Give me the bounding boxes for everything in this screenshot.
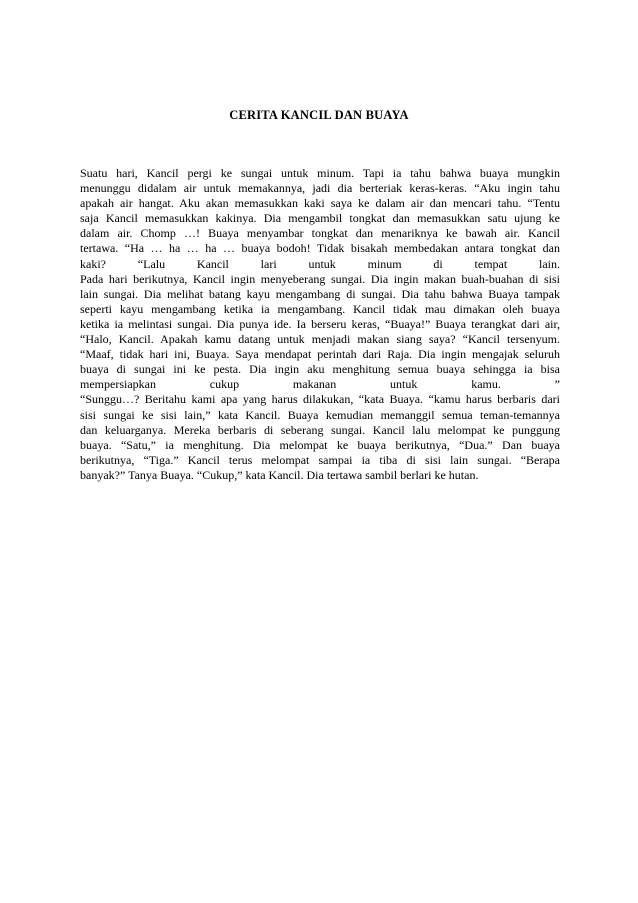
text-line: buaya di sungai ini ke pesta. Dia ingin aku menghitung semua buaya sehingga ia bisa xyxy=(80,362,560,377)
text-line: mempersiapkan cukup makanan untuk kamu. ” xyxy=(80,377,560,392)
story-body xyxy=(80,166,560,483)
text-line: banyak?” Tanya Buaya. “Cukup,” kata Kancil. Dia tertawa sambil berlari ke hutan. xyxy=(80,467,479,482)
text-line: menunggu didalam air untuk memakannya, jadi dia berteriak keras-keras. “Aku ingin tahu xyxy=(80,181,560,196)
text-line: “Sunggu…? Beritahu kami apa yang harus dilakukan, “kata Buaya. “kamu harus berbaris dari xyxy=(80,392,560,407)
text-line: dalam air. Chomp …! Buaya menyambar tongkat dan menariknya ke bawah air. Kancil xyxy=(80,226,560,241)
text-line: Suatu hari, Kancil pergi ke sungai untuk minum. Tapi ia tahu bahwa buaya mungkin xyxy=(80,166,560,180)
text-line: tertawa. “Ha … ha … ha … buaya bodoh! Tidak bisakah membedakan antara tongkat dan xyxy=(80,241,560,256)
document-title: CERITA KANCIL DAN BUAYA xyxy=(229,108,409,122)
text-line: “Maaf, tidak hari ini, Buaya. Saya mendapat perintah dari Raja. Dia ingin mengajak seluruh xyxy=(80,347,560,362)
text-line: kaki? “Lalu Kancil lari untuk minum di tempat lain. xyxy=(80,256,560,271)
text-line: seperti kayu mengambang ketika ia mengambang. Kancil tidak mau dimakan oleh buaya xyxy=(80,301,560,316)
text-line: dan keluarganya. Mereka berbaris di seberang sungai. Kancil lalu melompat ke punggung xyxy=(80,422,560,437)
text-line: saja Kancil memasukkan kakinya. Dia mengambil tongkat dan memasukkan satu ujung ke xyxy=(80,211,560,226)
text-line: Pada hari berikutnya, Kancil ingin menyeberang sungai. Dia ingin makan buah-buahan di sisi xyxy=(80,271,560,286)
text-line: buaya. “Satu,” ia menghitung. Dia melompat ke buaya berikutnya, “Dua.” Dan buaya xyxy=(80,437,560,452)
text-line: “Halo, Kancil. Apakah kamu datang untuk menjadi makan siang saya? “Kancil tersenyum. xyxy=(80,332,560,347)
text-line: ketika ia melintasi sungai. Dia punya ide. Ia berseru keras, “Buaya!” Buaya terangkat dari air, xyxy=(80,316,560,331)
text-line: berikutnya, “Tiga.” Kancil terus melompat sampai ia tiba di sisi lain sungai. “Berapa xyxy=(80,452,560,467)
text-line: sisi sungai ke sisi lain,” kata Kancil. Buaya kemudian memanggil semua teman-temannya xyxy=(80,407,560,422)
text-line: apakah air hangat. Aku akan memasukkan kaki saya ke dalam air dan mencari tahu. “Tentu xyxy=(80,196,560,211)
text-line: lain sungai. Dia melihat batang kayu mengambang di sungai. Dia tahu bahwa Buaya tampak xyxy=(80,286,560,301)
